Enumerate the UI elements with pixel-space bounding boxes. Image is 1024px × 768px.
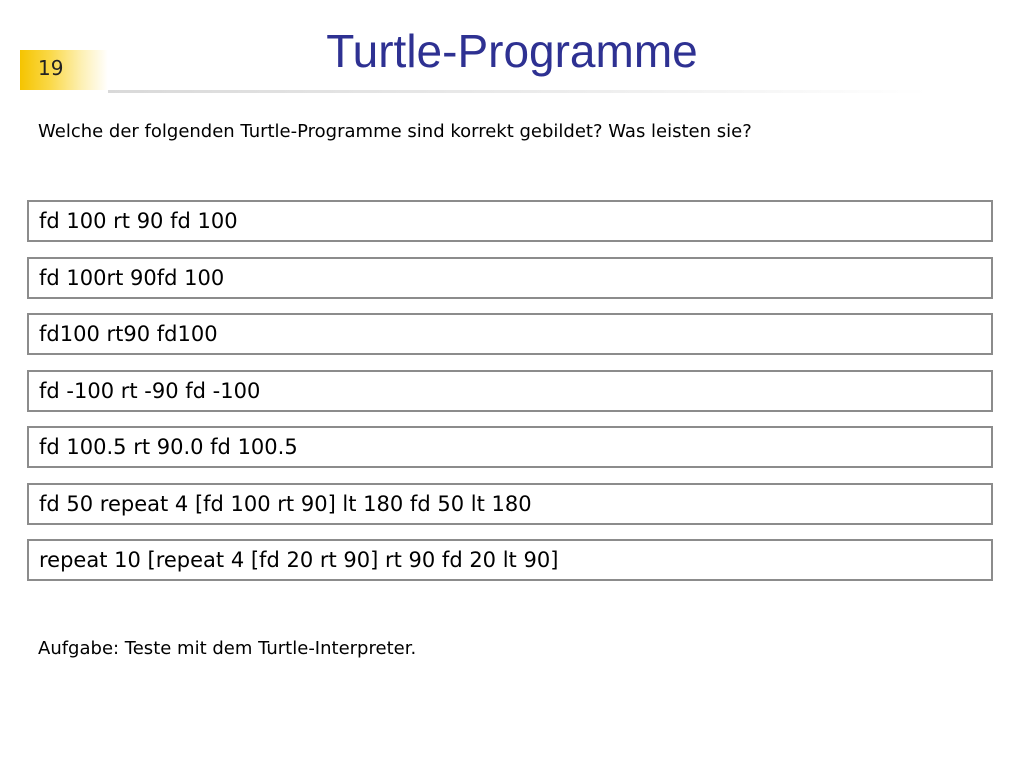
program-item-6: fd 50 repeat 4 [fd 100 rt 90] lt 180 fd 50 lt 180 (27, 483, 993, 525)
program-item-2: fd 100rt 90fd 100 (27, 257, 993, 299)
program-item-1: fd 100 rt 90 fd 100 (27, 200, 993, 242)
program-item-7: repeat 10 [repeat 4 [fd 20 rt 90] rt 90 fd 20 lt 90] (27, 539, 993, 581)
slide-title: Turtle-Programme (326, 25, 698, 77)
program-item-3: fd100 rt90 fd100 (27, 313, 993, 355)
title-divider (108, 90, 928, 93)
slide-number: 19 (38, 56, 64, 80)
program-list (27, 200, 993, 596)
task-text: Aufgabe: Teste mit dem Turtle-Interpreter. (38, 638, 417, 659)
program-item-5: fd 100.5 rt 90.0 fd 100.5 (27, 426, 993, 468)
program-item-4: fd -100 rt -90 fd -100 (27, 370, 993, 412)
question-text: Welche der folgenden Turtle-Programme sind korrekt gebildet? Was leisten sie? (38, 121, 752, 142)
